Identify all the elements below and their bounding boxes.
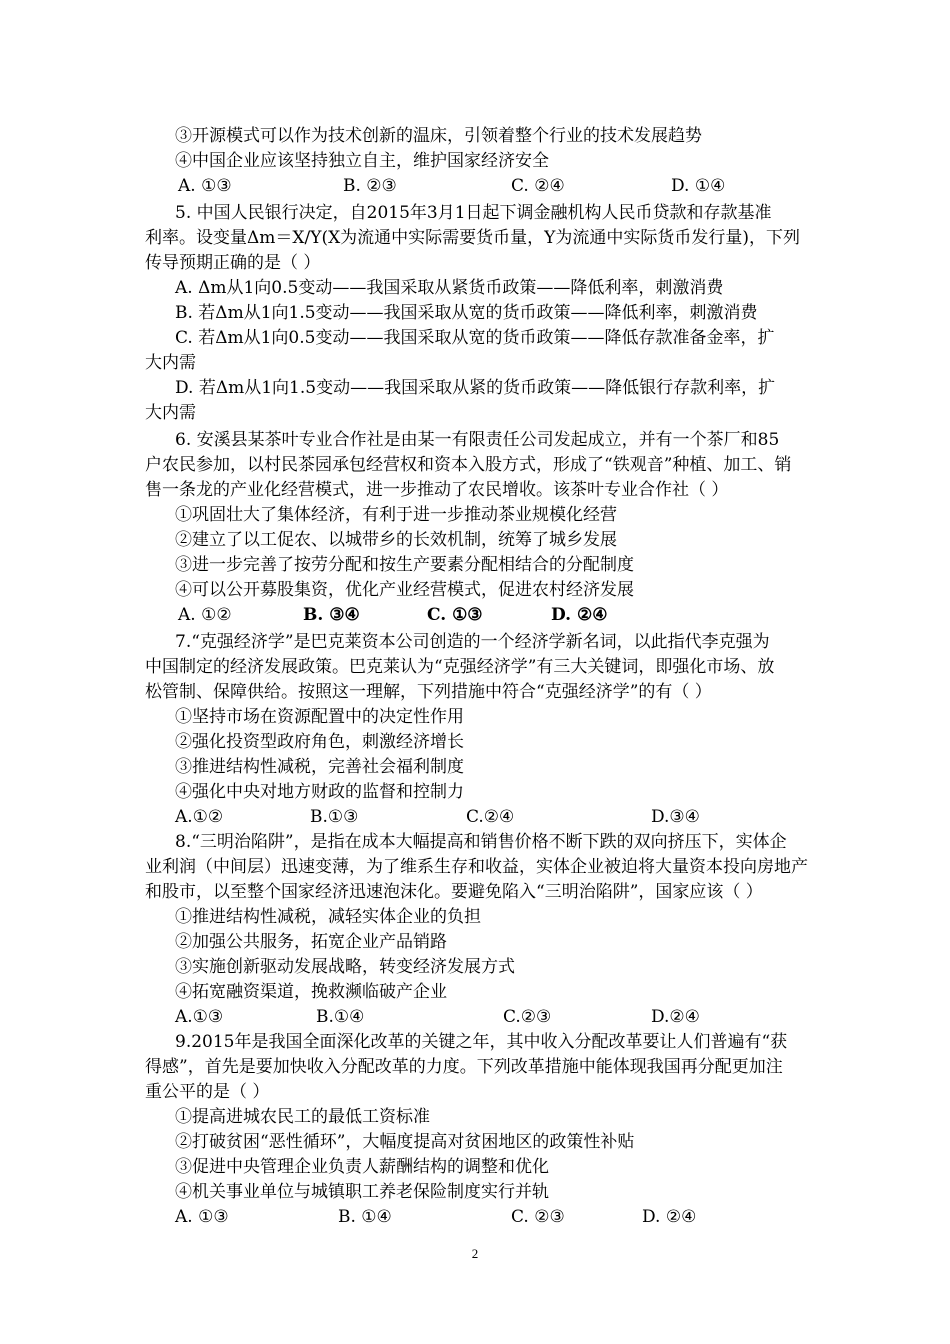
q5-stem-line-3: 传导预期正确的是（ ）: [145, 253, 321, 273]
answer-c: C. ②④: [511, 176, 565, 196]
q9-answer-d: D. ②④: [642, 1207, 697, 1227]
q7-answer-d: D.③④: [651, 807, 700, 827]
q7-answer-c: C.②④: [466, 807, 515, 827]
answer-b: B. ②③: [343, 176, 397, 196]
q5-option-c: C. 若Δm从1向0.5变动——我国采取从宽的货币政策——降低存款准备金率，扩: [175, 328, 775, 348]
q7-option-1: ①坚持市场在资源配置中的决定性作用: [175, 707, 464, 727]
option-3: ③开源模式可以作为技术创新的温床，引领着整个行业的技术发展趋势: [175, 126, 702, 146]
q9-option-4: ④机关事业单位与城镇职工养老保险制度实行并轨: [175, 1182, 549, 1202]
q6-option-2: ②建立了以工促农、以城带乡的长效机制，统筹了城乡发展: [175, 530, 617, 550]
q6-option-4: ④可以公开募股集资，优化产业经营模式，促进农村经济发展: [175, 580, 634, 600]
q8-stem-line-1: 8.“三明治陷阱”，是指在成本大幅提高和销售价格不断下跌的双向挤压下，实体企: [175, 832, 787, 852]
q5-option-b: B. 若Δm从1向1.5变动——我国采取从宽的货币政策——降低利率，刺激消费: [175, 303, 758, 323]
q8-answer-c: C.②③: [503, 1007, 552, 1027]
q7-stem-line-2: 中国制定的经济发展政策。巴克莱认为“克强经济学”有三大关键词，即强化市场、放: [145, 657, 775, 677]
q8-answer-d: D.②④: [651, 1007, 700, 1027]
q7-option-2: ②强化投资型政府角色，刺激经济增长: [175, 732, 464, 752]
q6-answer-b: B. ③④: [303, 605, 360, 625]
q6-stem-line-3: 售一条龙的产业化经营模式，进一步推动了农民增收。该茶叶专业合作社（ ）: [145, 480, 729, 500]
q8-stem-line-2: 业利润（中间层）迅速变薄，为了维系生存和收益，实体企业被迫将大量资本投向房地产: [145, 857, 808, 877]
q8-option-3: ③实施创新驱动发展战略，转变经济发展方式: [175, 957, 515, 977]
q5-option-c-cont: 大内需: [145, 353, 196, 373]
q9-option-2: ②打破贫困“恶性循环”，大幅度提高对贫困地区的政策性补贴: [175, 1132, 635, 1152]
option-4: ④中国企业应该坚持独立自主，维护国家经济安全: [175, 151, 549, 171]
q8-answer-a: A.①③: [175, 1007, 224, 1027]
q8-option-2: ②加强公共服务，拓宽企业产品销路: [175, 932, 447, 952]
q6-stem-line-2: 户农民参加，以村民茶园承包经营权和资本入股方式，形成了“铁观音”种植、加工、销: [145, 455, 792, 475]
answer-d: D. ①④: [671, 176, 726, 196]
q5-stem-line-2: 利率。设变量Δm＝X/Y(X为流通中实际需要货币量，Y为流通中实际货币发行量)，下列: [145, 228, 801, 248]
q9-answer-a: A. ①③: [175, 1207, 229, 1227]
q6-answer-c: C. ①③: [427, 605, 483, 625]
q9-option-3: ③促进中央管理企业负责人薪酬结构的调整和优化: [175, 1157, 549, 1177]
q5-option-d-cont: 大内需: [145, 403, 196, 423]
q8-option-4: ④拓宽融资渠道，挽救濒临破产企业: [175, 982, 447, 1002]
q5-option-d: D. 若Δm从1向1.5变动——我国采取从紧的货币政策——降低银行存款利率，扩: [175, 378, 776, 398]
q7-stem-line-1: 7.“克强经济学”是巴克莱资本公司创造的一个经济学新名词，以此指代李克强为: [175, 632, 770, 652]
q6-option-1: ①巩固壮大了集体经济，有利于进一步推动茶业规模化经营: [175, 505, 617, 525]
q7-option-4: ④强化中央对地方财政的监督和控制力: [175, 782, 464, 802]
answer-a: A. ①③: [178, 176, 232, 196]
q9-option-1: ①提高进城农民工的最低工资标准: [175, 1107, 430, 1127]
q6-answer-d: D. ②④: [551, 605, 608, 625]
q9-stem-line-2: 得感”，首先是要加快收入分配改革的力度。下列改革措施中能体现我国再分配更加注: [145, 1057, 783, 1077]
q9-answer-b: B. ①④: [338, 1207, 392, 1227]
q7-answer-b: B.①③: [310, 807, 359, 827]
q5-stem-line-1: 5. 中国人民银行决定，自2015年3月1日起下调金融机构人民币贷款和存款基准: [175, 203, 772, 223]
q8-answer-b: B.①④: [316, 1007, 365, 1027]
q8-option-1: ①推进结构性减税，减轻实体企业的负担: [175, 907, 481, 927]
q7-stem-line-3: 松管制、保障供给。按照这一理解，下列措施中符合“克强经济学”的有（ ）: [145, 682, 712, 702]
q6-option-3: ③进一步完善了按劳分配和按生产要素分配相结合的分配制度: [175, 555, 634, 575]
q5-option-a: A. Δm从1向0.5变动——我国采取从紧货币政策——降低利率，刺激消费: [175, 278, 724, 298]
q6-stem-line-1: 6. 安溪县某茶叶专业合作社是由某一有限责任公司发起成立，并有一个茶厂和85: [175, 430, 780, 450]
q8-stem-line-3: 和股市，以至整个国家经济迅速泡沫化。要避免陷入“三明治陷阱”，国家应该（ ）: [145, 882, 763, 902]
q9-stem-line-3: 重公平的是（ ）: [145, 1082, 270, 1102]
q9-stem-line-1: 9.2015年是我国全面深化改革的关键之年，其中收入分配改革要让人们普遍有“获: [175, 1032, 788, 1052]
q9-answer-c: C. ②③: [511, 1207, 565, 1227]
page-number: 2: [471, 1246, 479, 1261]
q7-answer-a: A.①②: [175, 807, 224, 827]
q7-option-3: ③推进结构性减税，完善社会福利制度: [175, 757, 464, 777]
q6-answer-a: A. ①②: [178, 605, 232, 625]
